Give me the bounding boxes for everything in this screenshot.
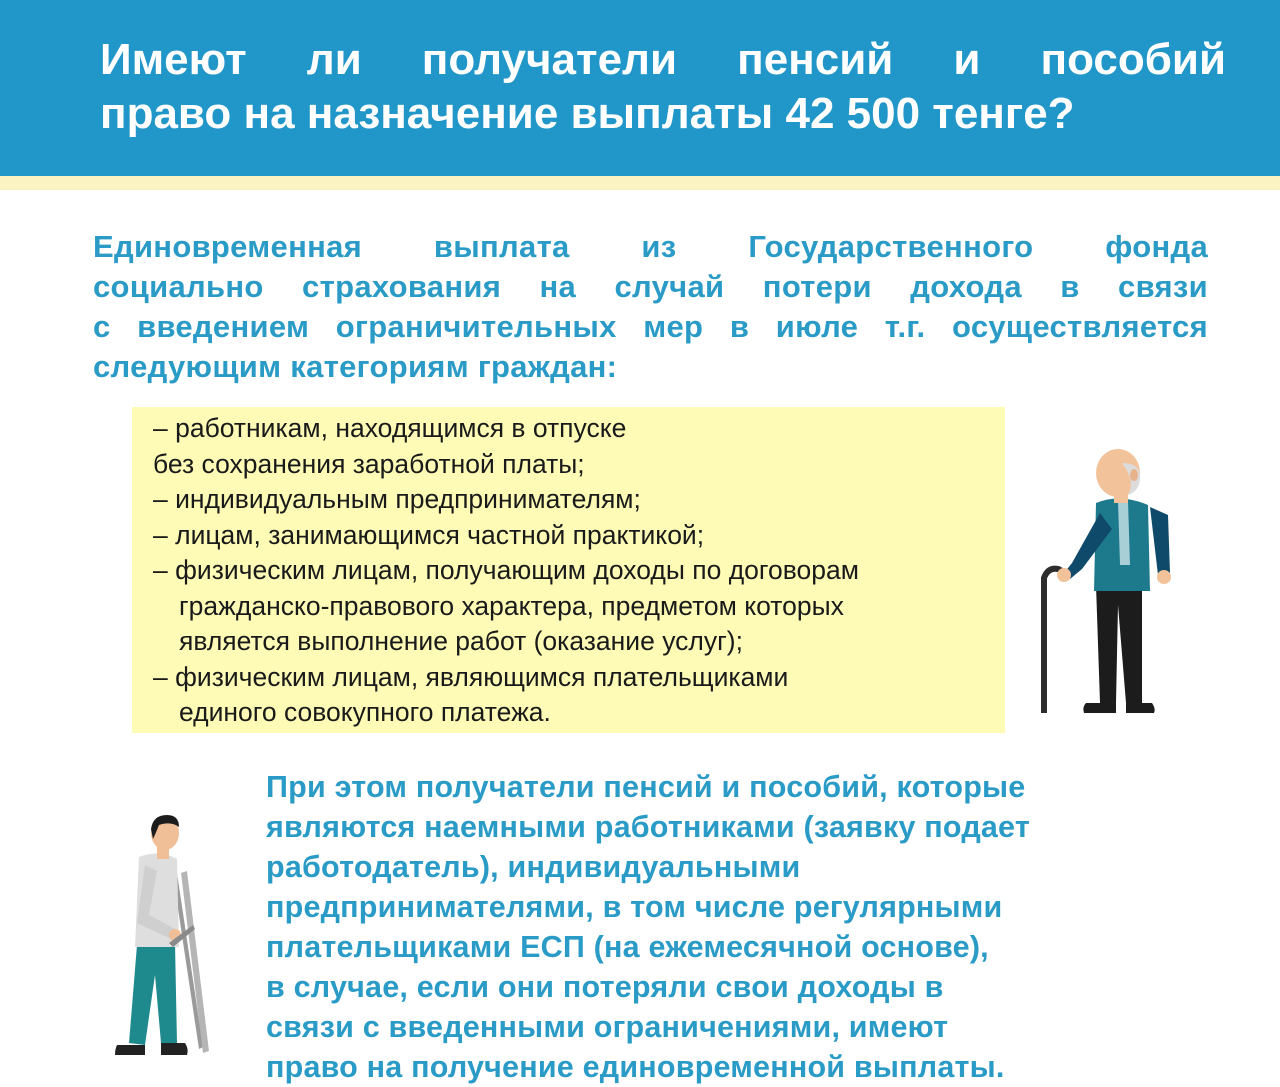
conclusion-line: в случае, если они потеряли свои доходы в [266,970,944,1004]
conclusion-line: являются наемными работниками (заявку подает [266,810,1030,844]
list-item-continuation: гражданско-правового характера, предметом которых [179,590,844,621]
elderly-man-with-cane-icon [1030,445,1180,720]
header-stripe [0,176,1280,190]
list-item: – работникам, находящимся в отпуске [153,413,627,443]
title-line-1: Имеют ли получатели пенсий и пособий [100,35,1226,84]
intro-line: следующим категориям граждан: [93,349,618,384]
list-item-continuation: является выполнение работ (оказание услуг); [179,626,743,656]
list-item-continuation: единого совокупного платежа. [179,697,551,727]
conclusion-line: право на получение единовременной выплаты. [266,1050,1005,1084]
list-item-continuation: без сохранения заработной платы; [153,448,585,479]
list-item: – лицам, занимающимся частной практикой; [153,519,705,550]
intro-line: Единовременная выплата из Государственного фонда [93,229,1208,264]
conclusion-line: При этом получатели пенсий и пособий, которые [266,770,1026,804]
conclusion-line: плательщиками ЕСП (на ежемесячной основе), [266,930,989,964]
list-item: – физическим лицам, являющимся плательщиками [153,661,789,692]
categories-list [153,411,1003,731]
intro-paragraph [93,227,1208,387]
conclusion-line: связи с введенными ограничениями, имеют [266,1010,949,1044]
man-with-crutches-icon [115,815,225,1060]
page-title [100,33,1226,141]
title-line-2: право на назначение выплаты 42 500 тенге? [100,89,1075,138]
conclusion-paragraph [266,767,1166,1087]
intro-line: с введением ограничительных мер в июле т.г. осуществляется [93,309,1208,344]
conclusion-line: предпринимателями, в том числе регулярными [266,890,1003,924]
list-item: – индивидуальным предпринимателям; [153,484,641,514]
intro-line: социально страхования на случай потери дохода в связи [93,269,1208,304]
conclusion-line: работодатель), индивидуальными [266,850,801,884]
list-item: – физическим лицам, получающим доходы по договорам [153,555,859,585]
